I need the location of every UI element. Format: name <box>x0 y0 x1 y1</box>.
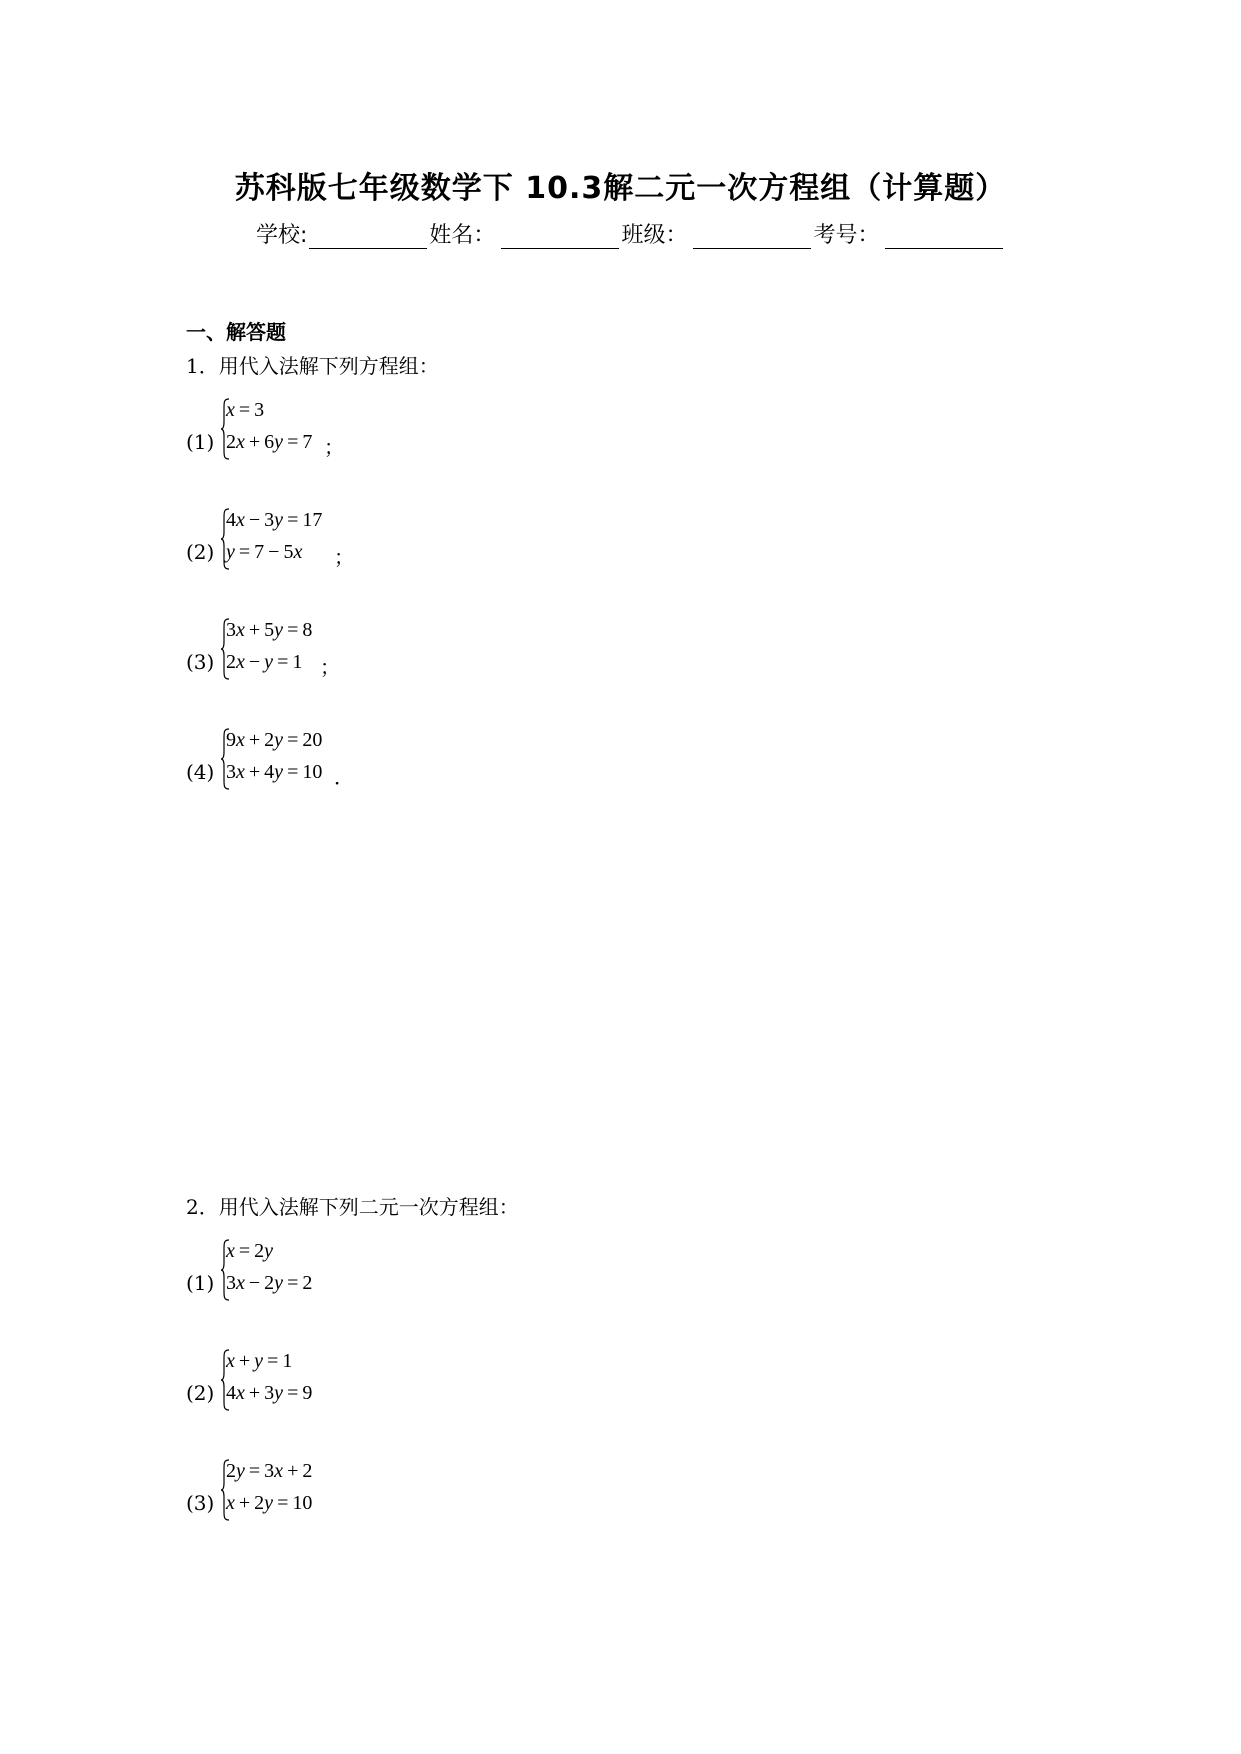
problem-label: (2) <box>186 540 215 564</box>
equation: x = 3 <box>226 399 265 421</box>
equation: 3x + 4y = 10 <box>226 761 323 783</box>
equation: 2x − y = 1 <box>226 651 303 673</box>
equation: 3x − 2y = 2 <box>226 1272 313 1294</box>
q1-problem-4 <box>186 726 586 792</box>
question-1-stem: 1．用代入法解下列方程组： <box>186 354 439 378</box>
school-blank[interactable] <box>309 226 427 249</box>
exam-number-label: 考号： <box>813 223 880 248</box>
equation: 2y = 3x + 2 <box>226 1460 313 1482</box>
equation: 4x − 3y = 17 <box>226 509 323 531</box>
problem-punctuation: ； <box>324 435 344 459</box>
equation: y = 7 − 5x <box>226 541 303 563</box>
equation: x = 2y <box>226 1240 274 1262</box>
q1-problem-2 <box>186 506 586 572</box>
question-2-stem: 2．用代入法解下列二元一次方程组： <box>186 1195 519 1219</box>
problem-label: (1) <box>186 1271 215 1295</box>
problem-label: (3) <box>186 1491 215 1515</box>
page-title: 苏科版七年级数学下 10.3解二元一次方程组（计算题） <box>234 171 1007 206</box>
exam-number-blank[interactable] <box>885 226 1003 249</box>
q2-problem-3 <box>186 1457 586 1523</box>
name-blank[interactable] <box>501 226 619 249</box>
problem-punctuation: ． <box>334 765 354 789</box>
q1-problem-3 <box>186 616 586 682</box>
q2-problem-2 <box>186 1347 586 1413</box>
name-label: 姓名： <box>429 223 496 248</box>
equation: 4x + 3y = 9 <box>226 1382 313 1404</box>
problem-label: (3) <box>186 650 215 674</box>
equation: x + 2y = 10 <box>226 1492 313 1514</box>
equation: 2x + 6y = 7 <box>226 431 313 453</box>
problem-label: (1) <box>186 430 215 454</box>
problem-label: (2) <box>186 1381 215 1405</box>
equation: 9x + 2y = 20 <box>226 729 323 751</box>
class-label: 班级： <box>621 223 688 248</box>
problem-punctuation: ； <box>334 545 354 569</box>
q2-problem-1 <box>186 1237 586 1303</box>
student-info-line <box>256 218 1005 249</box>
school-label: 学校: <box>256 223 308 248</box>
q1-problem-1 <box>186 396 586 462</box>
section-title: 一、解答题 <box>186 320 286 344</box>
problem-punctuation: ； <box>320 655 340 679</box>
problem-label: (4) <box>186 760 215 784</box>
equation: 3x + 5y = 8 <box>226 619 313 641</box>
class-blank[interactable] <box>693 226 811 249</box>
equation: x + y = 1 <box>226 1350 293 1372</box>
